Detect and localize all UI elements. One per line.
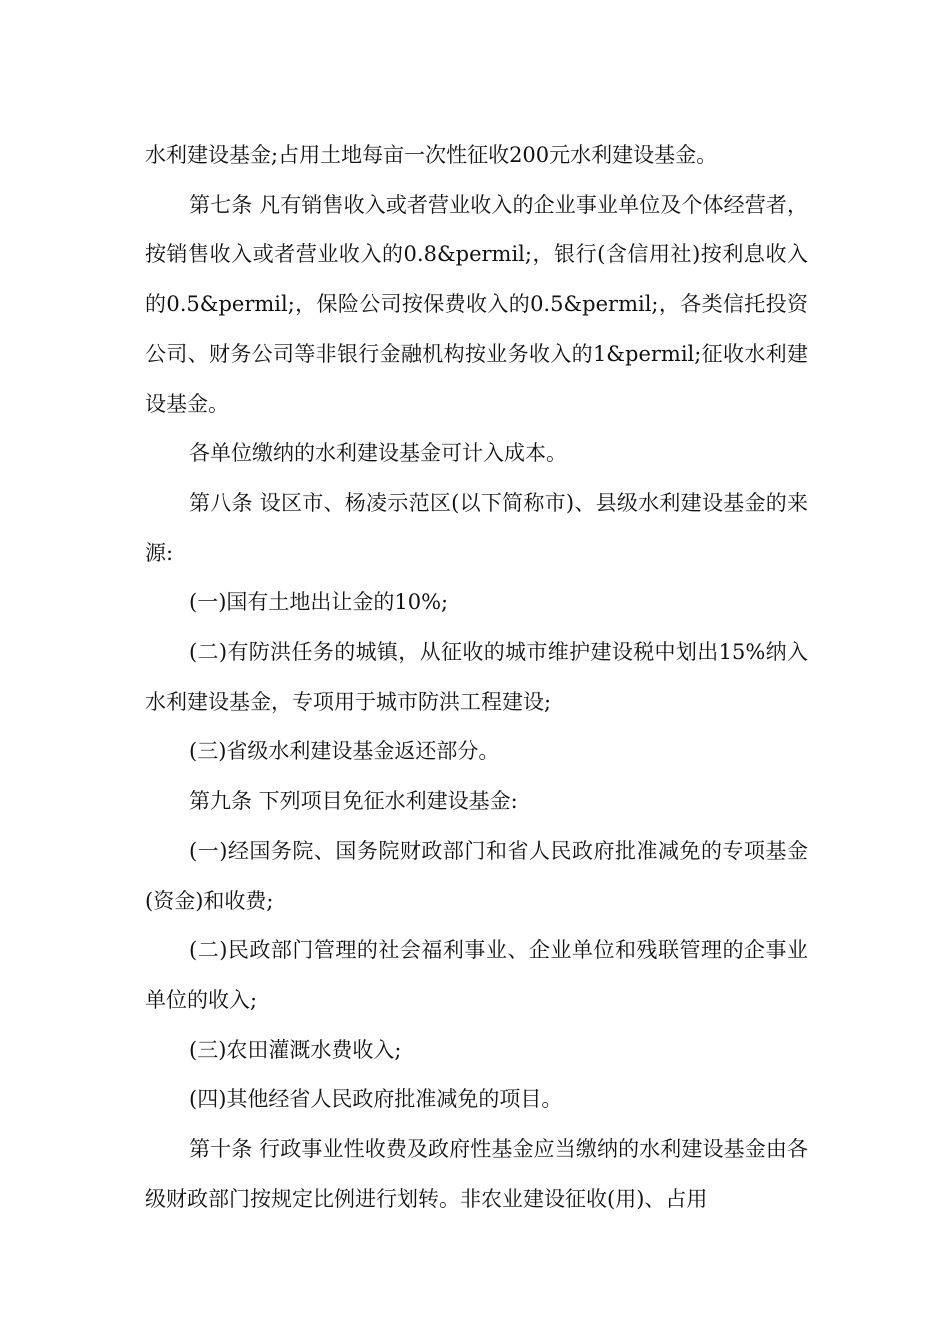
paragraph-article-10: 第十条 行政事业性收费及政府性基金应当缴纳的水利建设基金由各级财政部门按规定比例进行划转。非农业建设征收(用)、占用: [145, 1137, 808, 1211]
list-item: (二)有防洪任务的城镇，从征收的城市维护建设税中划出15%纳入水利建设基金，专项用于城市防洪工程建设;: [145, 640, 808, 714]
list-item: (三)农田灌溉水费收入;: [189, 1037, 402, 1062]
list-item: (一)国有土地出让金的10%;: [189, 590, 449, 615]
list-item: (三)省级水利建设基金返还部分。: [189, 739, 500, 764]
paragraph-article-9: 第九条 下列项目免征水利建设基金:: [189, 789, 518, 814]
paragraph: 各单位缴纳的水利建设基金可计入成本。: [189, 441, 567, 466]
list-item: (一)经国务院、国务院财政部门和省人民政府批准减免的专项基金(资金)和收费;: [145, 838, 808, 913]
paragraph: 水利建设基金;占用土地每亩一次性征收200元水利建设基金。: [145, 143, 718, 167]
paragraph-article-8: 第八条 设区市、杨凌示范区(以下简称市)、县级水利建设基金的来源:: [145, 490, 808, 565]
paragraph-article-7: 第七条 凡有销售收入或者营业收入的企业事业单位及个体经营者，按销售收入或者营业收入的0.8&permil;，银行(含信用社)按利息收入的0.5&permil;，保险公司按保费收入的0.5&permil;，各类信托投资公司、财务公司等非银行金融机构按业务收入的1&permil;征收水利建设基金。: [145, 192, 808, 416]
list-item: (四)其他经省人民政府批准减免的项目。: [189, 1087, 563, 1112]
document-body: [145, 131, 808, 1224]
list-item: (二)民政部门管理的社会福利事业、企业单位和残联管理的企事业单位的收入;: [145, 938, 808, 1012]
